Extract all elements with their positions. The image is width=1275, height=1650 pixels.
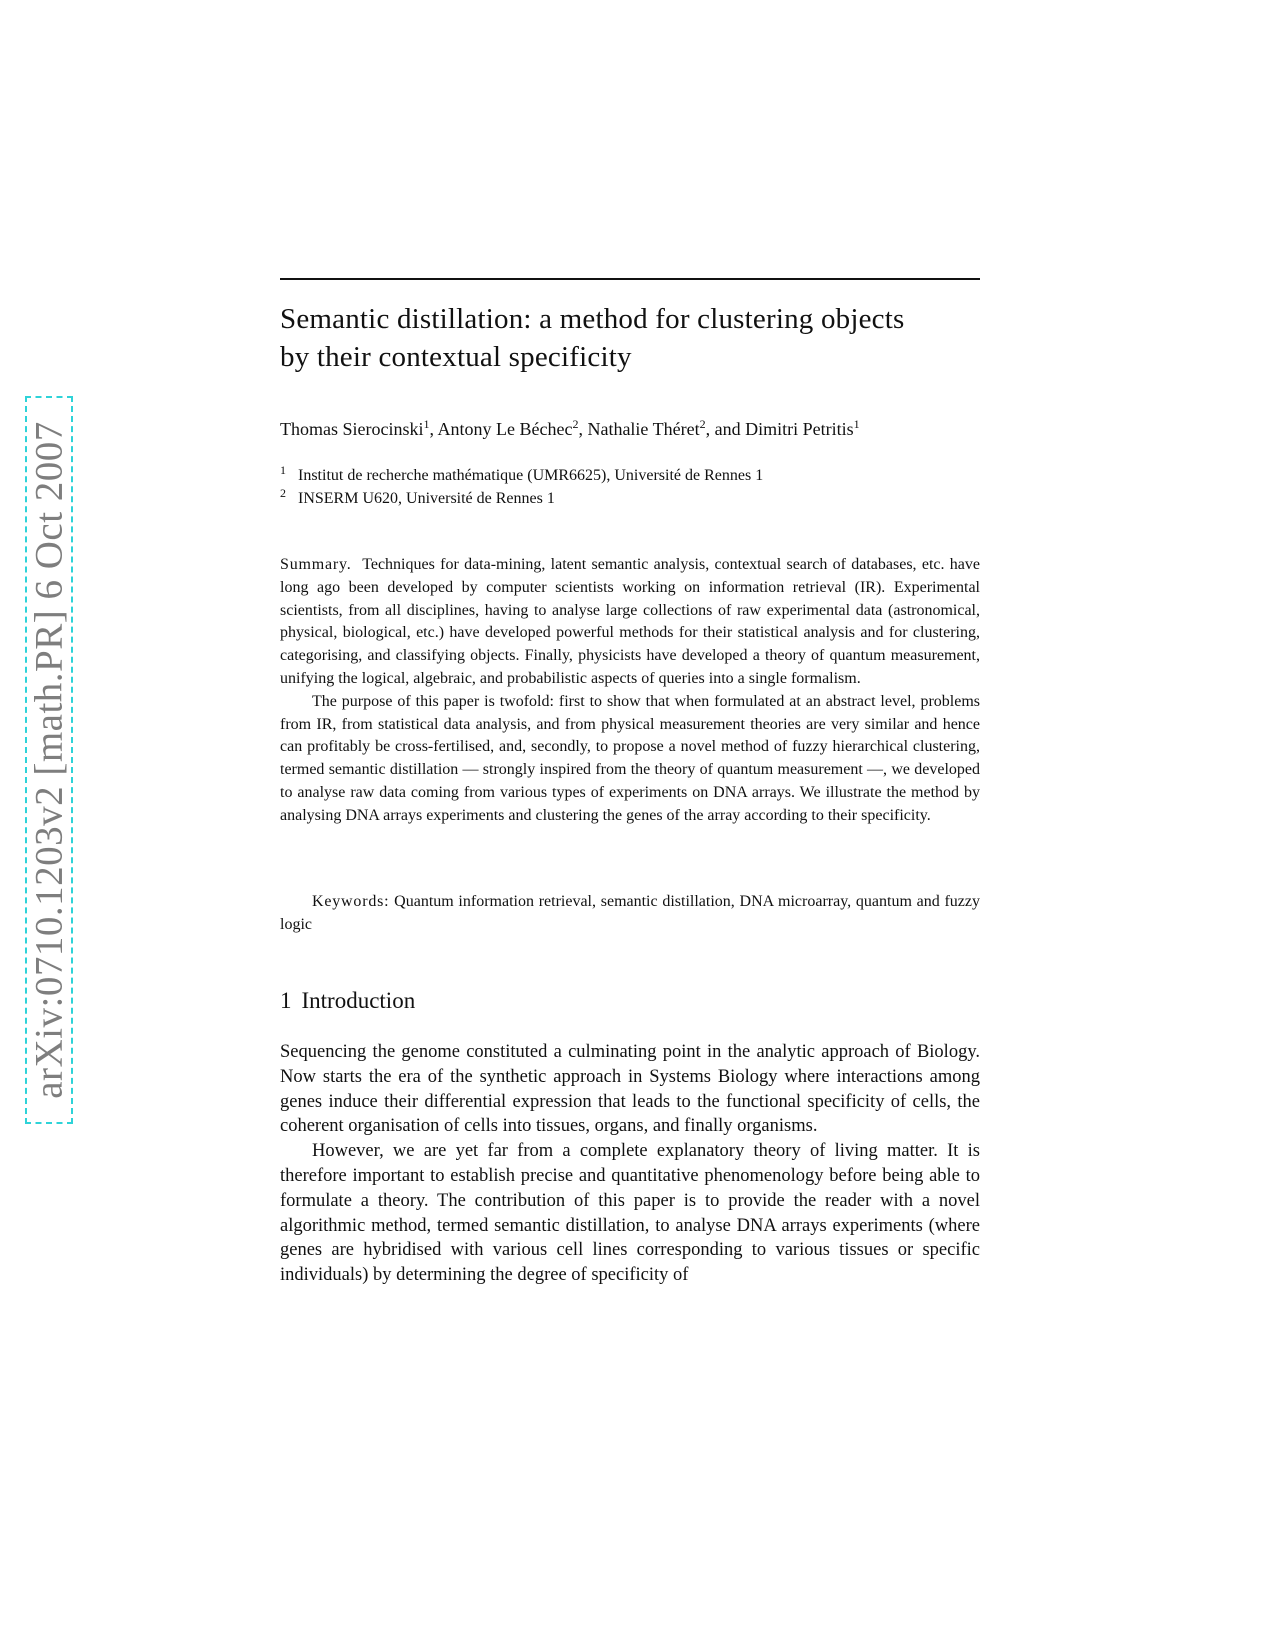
author-affiliation-mark: 1	[423, 417, 430, 431]
arxiv-stamp	[25, 396, 73, 1124]
section-heading-introduction	[280, 986, 415, 1016]
author-separator: ,	[429, 419, 438, 439]
abstract-label: Summary.	[280, 556, 352, 573]
section-number: 1	[280, 988, 292, 1013]
paper-title-line-2: by their contextual specificity	[280, 341, 632, 373]
introduction-paragraph-2: However, we are yet far from a complete explanatory theory of living matter. It is therefore important to establish precise and quantitative phenomenology before being able to formulate a theory. The contribution of this paper is to provide the reader with a novel algorithmic method, termed semantic distillation, to analyse DNA arrays experiments (where genes are hybridised with various cell lines corresponding to various tissues or specific individuals) by determining the degree of specificity of	[280, 1141, 980, 1286]
introduction-paragraph-1: Sequencing the genome constituted a culminating point in the analytic approach of Biology. Now starts the era of the synthetic approach in Systems Biology where interactions among genes induce their differential expression that leads to the functional specificity of cells, the coherent organisation of cells into tissues, organs, and finally organisms.	[280, 1042, 980, 1137]
arxiv-stamp-text: arXiv:0710.1203v2 [math.PR] 6 Oct 2007	[27, 421, 71, 1099]
author-separator: , and	[705, 419, 746, 439]
title-rule	[280, 278, 980, 280]
author-name: Antony Le Béchec	[437, 419, 573, 439]
section-title: Introduction	[301, 988, 416, 1013]
author-affiliation-mark: 1	[853, 417, 860, 431]
affiliation-item: 1 Institut de recherche mathématique (UMR6625), Université de Rennes 1	[280, 463, 764, 484]
introduction-body	[280, 1040, 980, 1288]
author-name: Nathalie Théret	[587, 419, 700, 439]
author-affiliation-mark: 2	[699, 417, 706, 431]
abstract-paragraph-1	[280, 554, 980, 691]
affiliation-list	[280, 464, 980, 510]
author-name: Dimitri Petritis	[745, 419, 854, 439]
author-affiliation-mark: 2	[572, 417, 579, 431]
author-name: Thomas Sierocinski	[280, 419, 424, 439]
abstract	[280, 554, 980, 828]
keywords	[280, 891, 980, 937]
abstract-text-1: Techniques for data-mining, latent semantic analysis, contextual search of databases, etc. have long ago been developed by computer scientists working on information retrieval (IR). Experimental scientists, from all disciplines, having to analyse large collections of raw experimental data (astronomical, physical, biological, etc.) have developed powerful methods for their statistical analysis and for clustering, categorising, and classifying objects. Finally, physicists have developed a theory of quantum measurement, unifying the logical, algebraic, and probabilistic aspects of queries into a single formalism.	[280, 556, 980, 687]
affiliation-text: Institut de recherche mathématique (UMR6625), Université de Rennes 1	[298, 467, 764, 484]
paper-title-line-1: Semantic distillation: a method for clustering objects	[280, 303, 905, 335]
author-separator: ,	[578, 419, 588, 439]
keywords-text: Quantum information retrieval, semantic distillation, DNA microarray, quantum and fuzzy logic	[280, 893, 980, 933]
author-list	[280, 418, 1000, 440]
affiliation-item: 2 INSERM U620, Université de Rennes 1	[280, 486, 555, 507]
paper-title	[280, 300, 980, 376]
abstract-paragraph-2: The purpose of this paper is twofold: first to show that when formulated at an abstract level, problems from IR, from statistical data analysis, and from physical measurement theories are very similar and hence can profitably be cross-fertilised, and, secondly, to propose a novel method of fuzzy hierarchical clustering, termed semantic distillation — strongly inspired from the theory of quantum measurement —, we developed to analyse raw data coming from various types of experiments on DNA arrays. We illustrate the method by analysing DNA arrays experiments and clustering the genes of the array according to their specificity.	[280, 692, 980, 824]
keywords-label: Keywords:	[312, 893, 390, 910]
affiliation-text: INSERM U620, Université de Rennes 1	[298, 490, 555, 507]
